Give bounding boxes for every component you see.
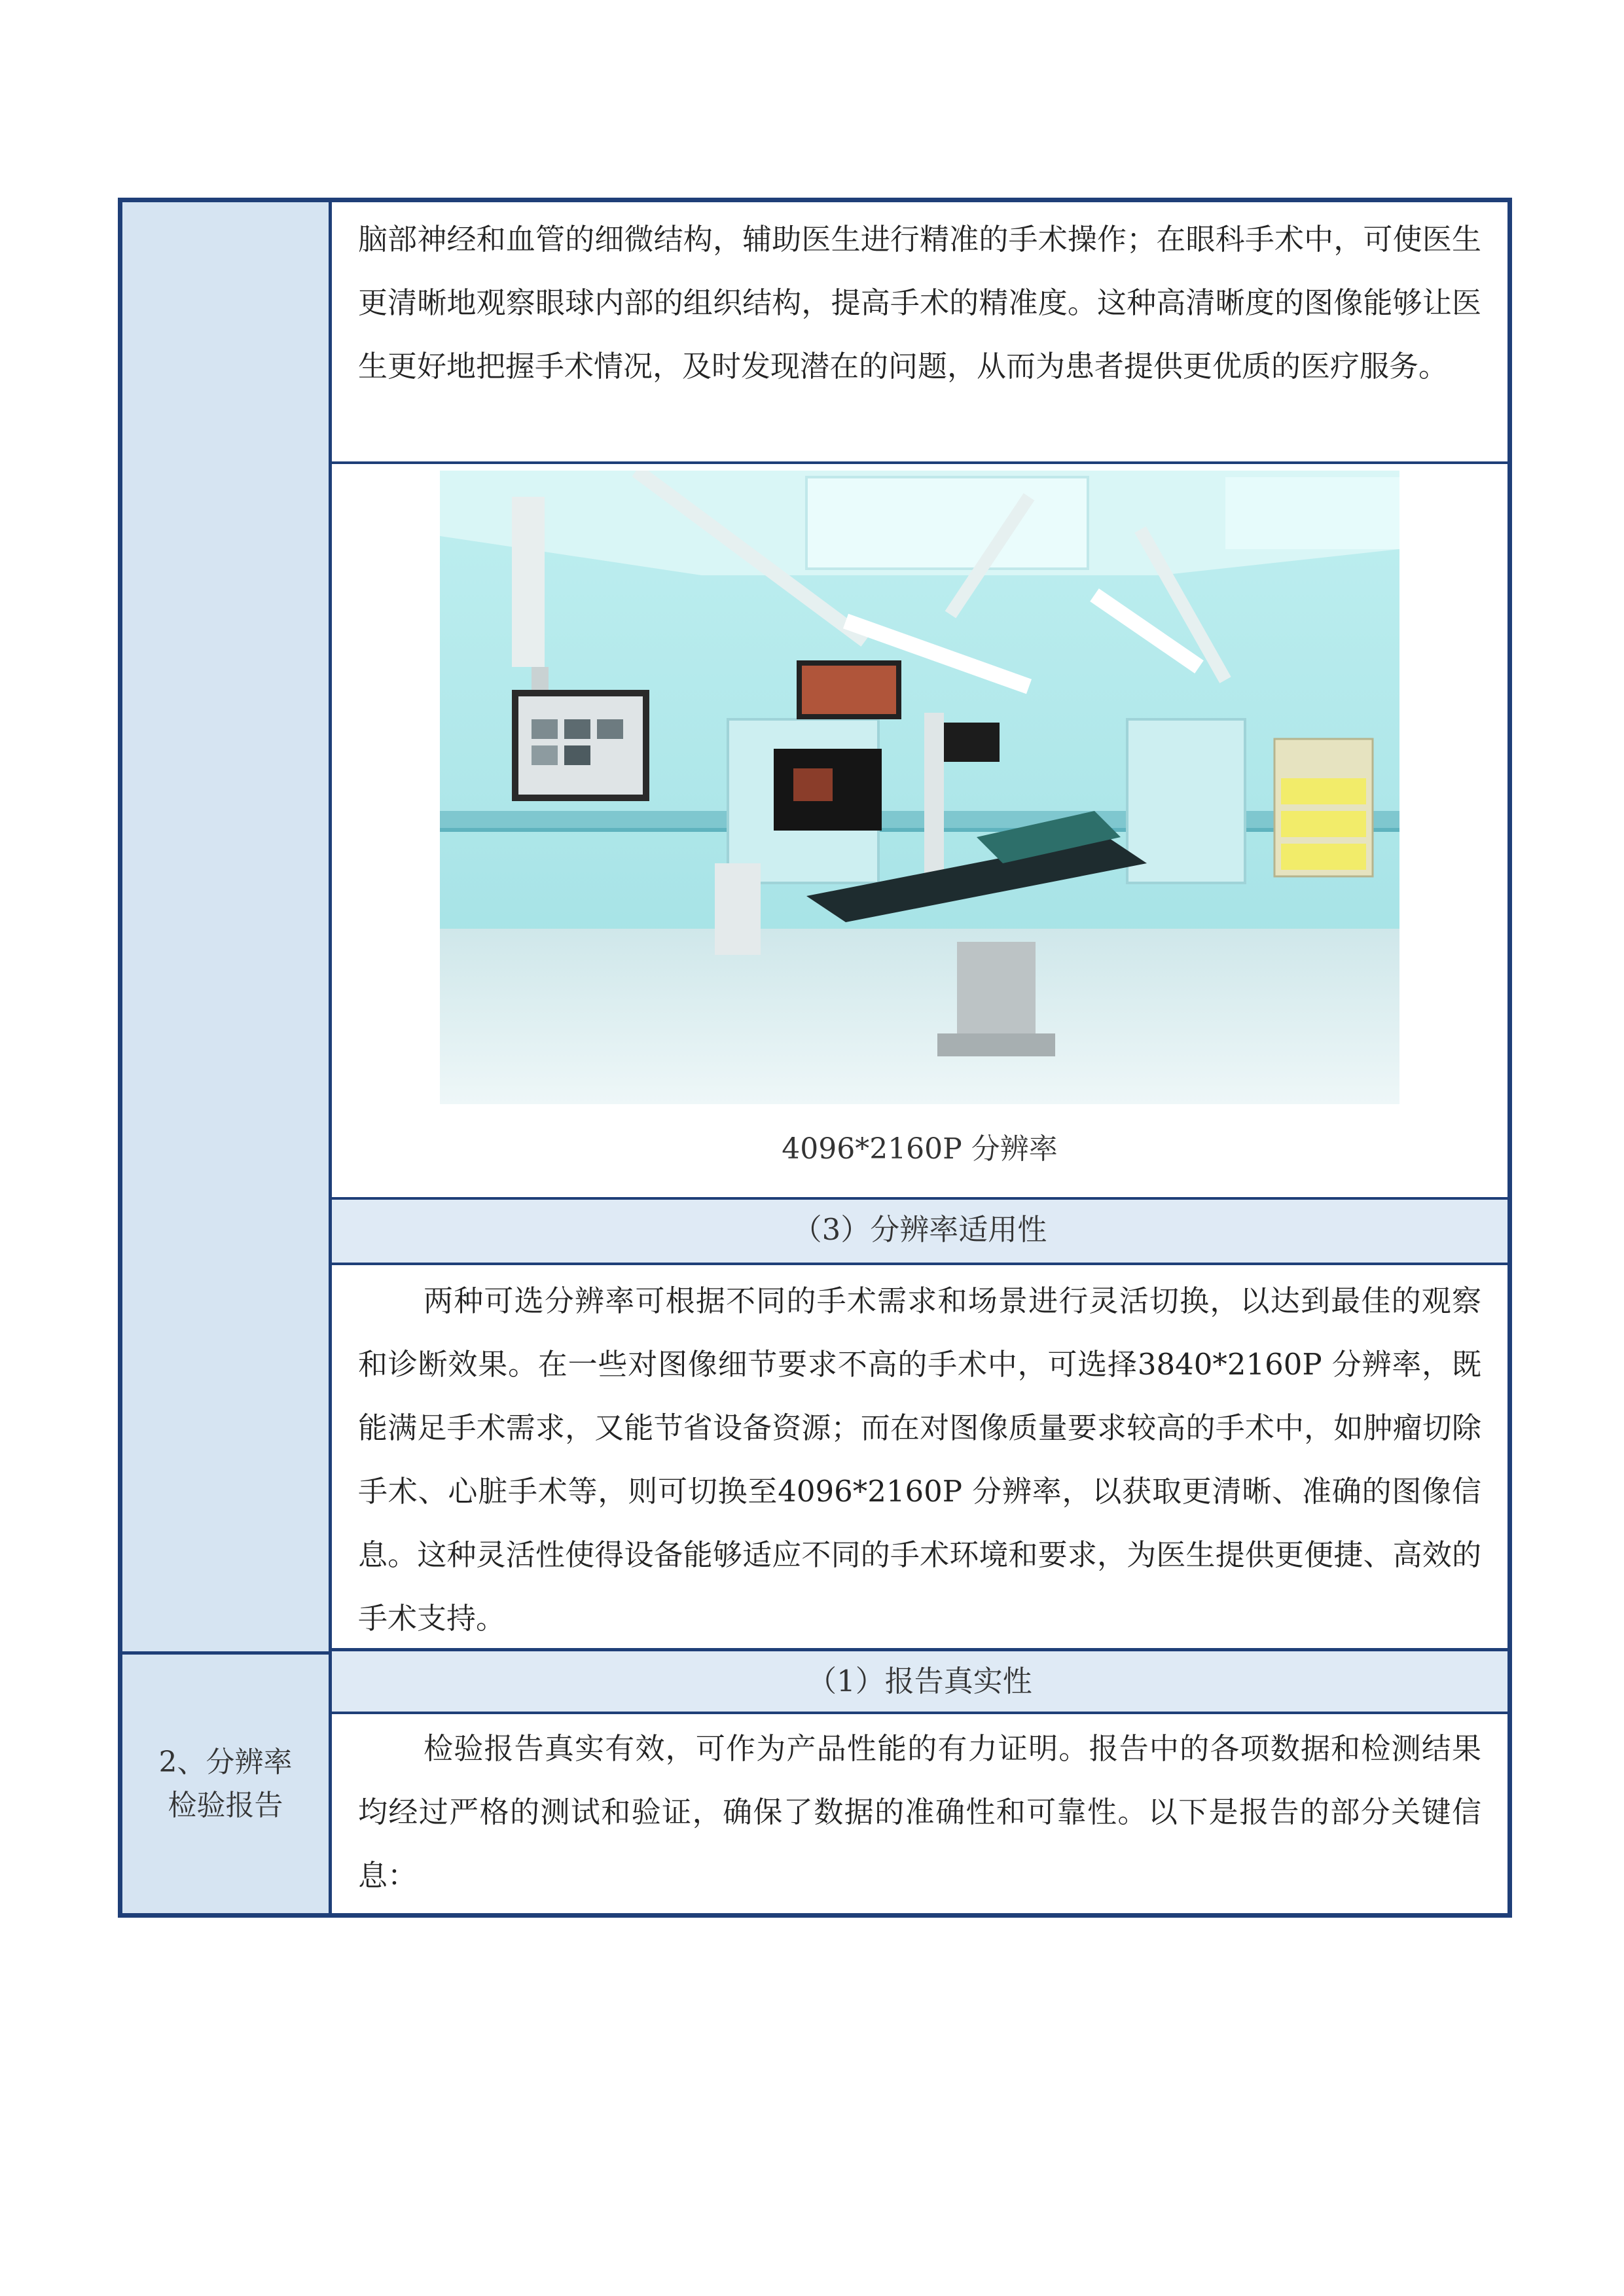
paragraph-cell: [332, 1265, 1507, 1651]
operating-room-photo: [440, 471, 1399, 1104]
paragraph-cell: [332, 202, 1507, 464]
body-paragraph: 两种可选分辨率可根据不同的手术需求和场景进行灵活切换，以达到最佳的观察和诊断效果。在一些对图像细节要求不高的手术中，可选择3840*2160P 分辨率，既能满足手术需求，又能节省设备资源；而在对图像质量要求较高的手术中，如肿瘤切除手术、心脏手术等，则可切换至4096*2160P 分辨率，以获取更清晰、准确的图像信息。这种灵活性使得设备能够适应不同的手术环境和要求，为医生提供更便捷、高效的手术支持。: [358, 1283, 1481, 1636]
image-cell: [332, 464, 1507, 1200]
subsection-heading: （3）分辨率适用性: [332, 1200, 1507, 1265]
section-label-cell: [122, 1651, 332, 1913]
body-paragraph: 脑部神经和血管的细微结构，辅助医生进行精准的手术操作；在眼科手术中，可使医生更清晰地观察眼球内部的组织结构，提高手术的精准度。这种高清晰度的图像能够让医生更好地把握手术情况，及时发现潜在的问题，从而为患者提供更优质的医疗服务。: [358, 222, 1481, 384]
section-label-line2: 检验报告: [168, 1788, 283, 1822]
subsection-heading: （1）报告真实性: [332, 1651, 1507, 1714]
image-caption: 4096*2160P 分辨率: [782, 1132, 1058, 1166]
paragraph-cell: [332, 1714, 1507, 1913]
document-table: [118, 198, 1512, 1918]
section-label-line1: 2、分辨率: [158, 1745, 293, 1779]
body-paragraph: 检验报告真实有效，可作为产品性能的有力证明。报告中的各项数据和检测结果均经过严格的测试和验证，确保了数据的准确性和可靠性。以下是报告的部分关键信息：: [358, 1731, 1481, 1893]
section-label-cell-empty: [122, 202, 332, 1651]
